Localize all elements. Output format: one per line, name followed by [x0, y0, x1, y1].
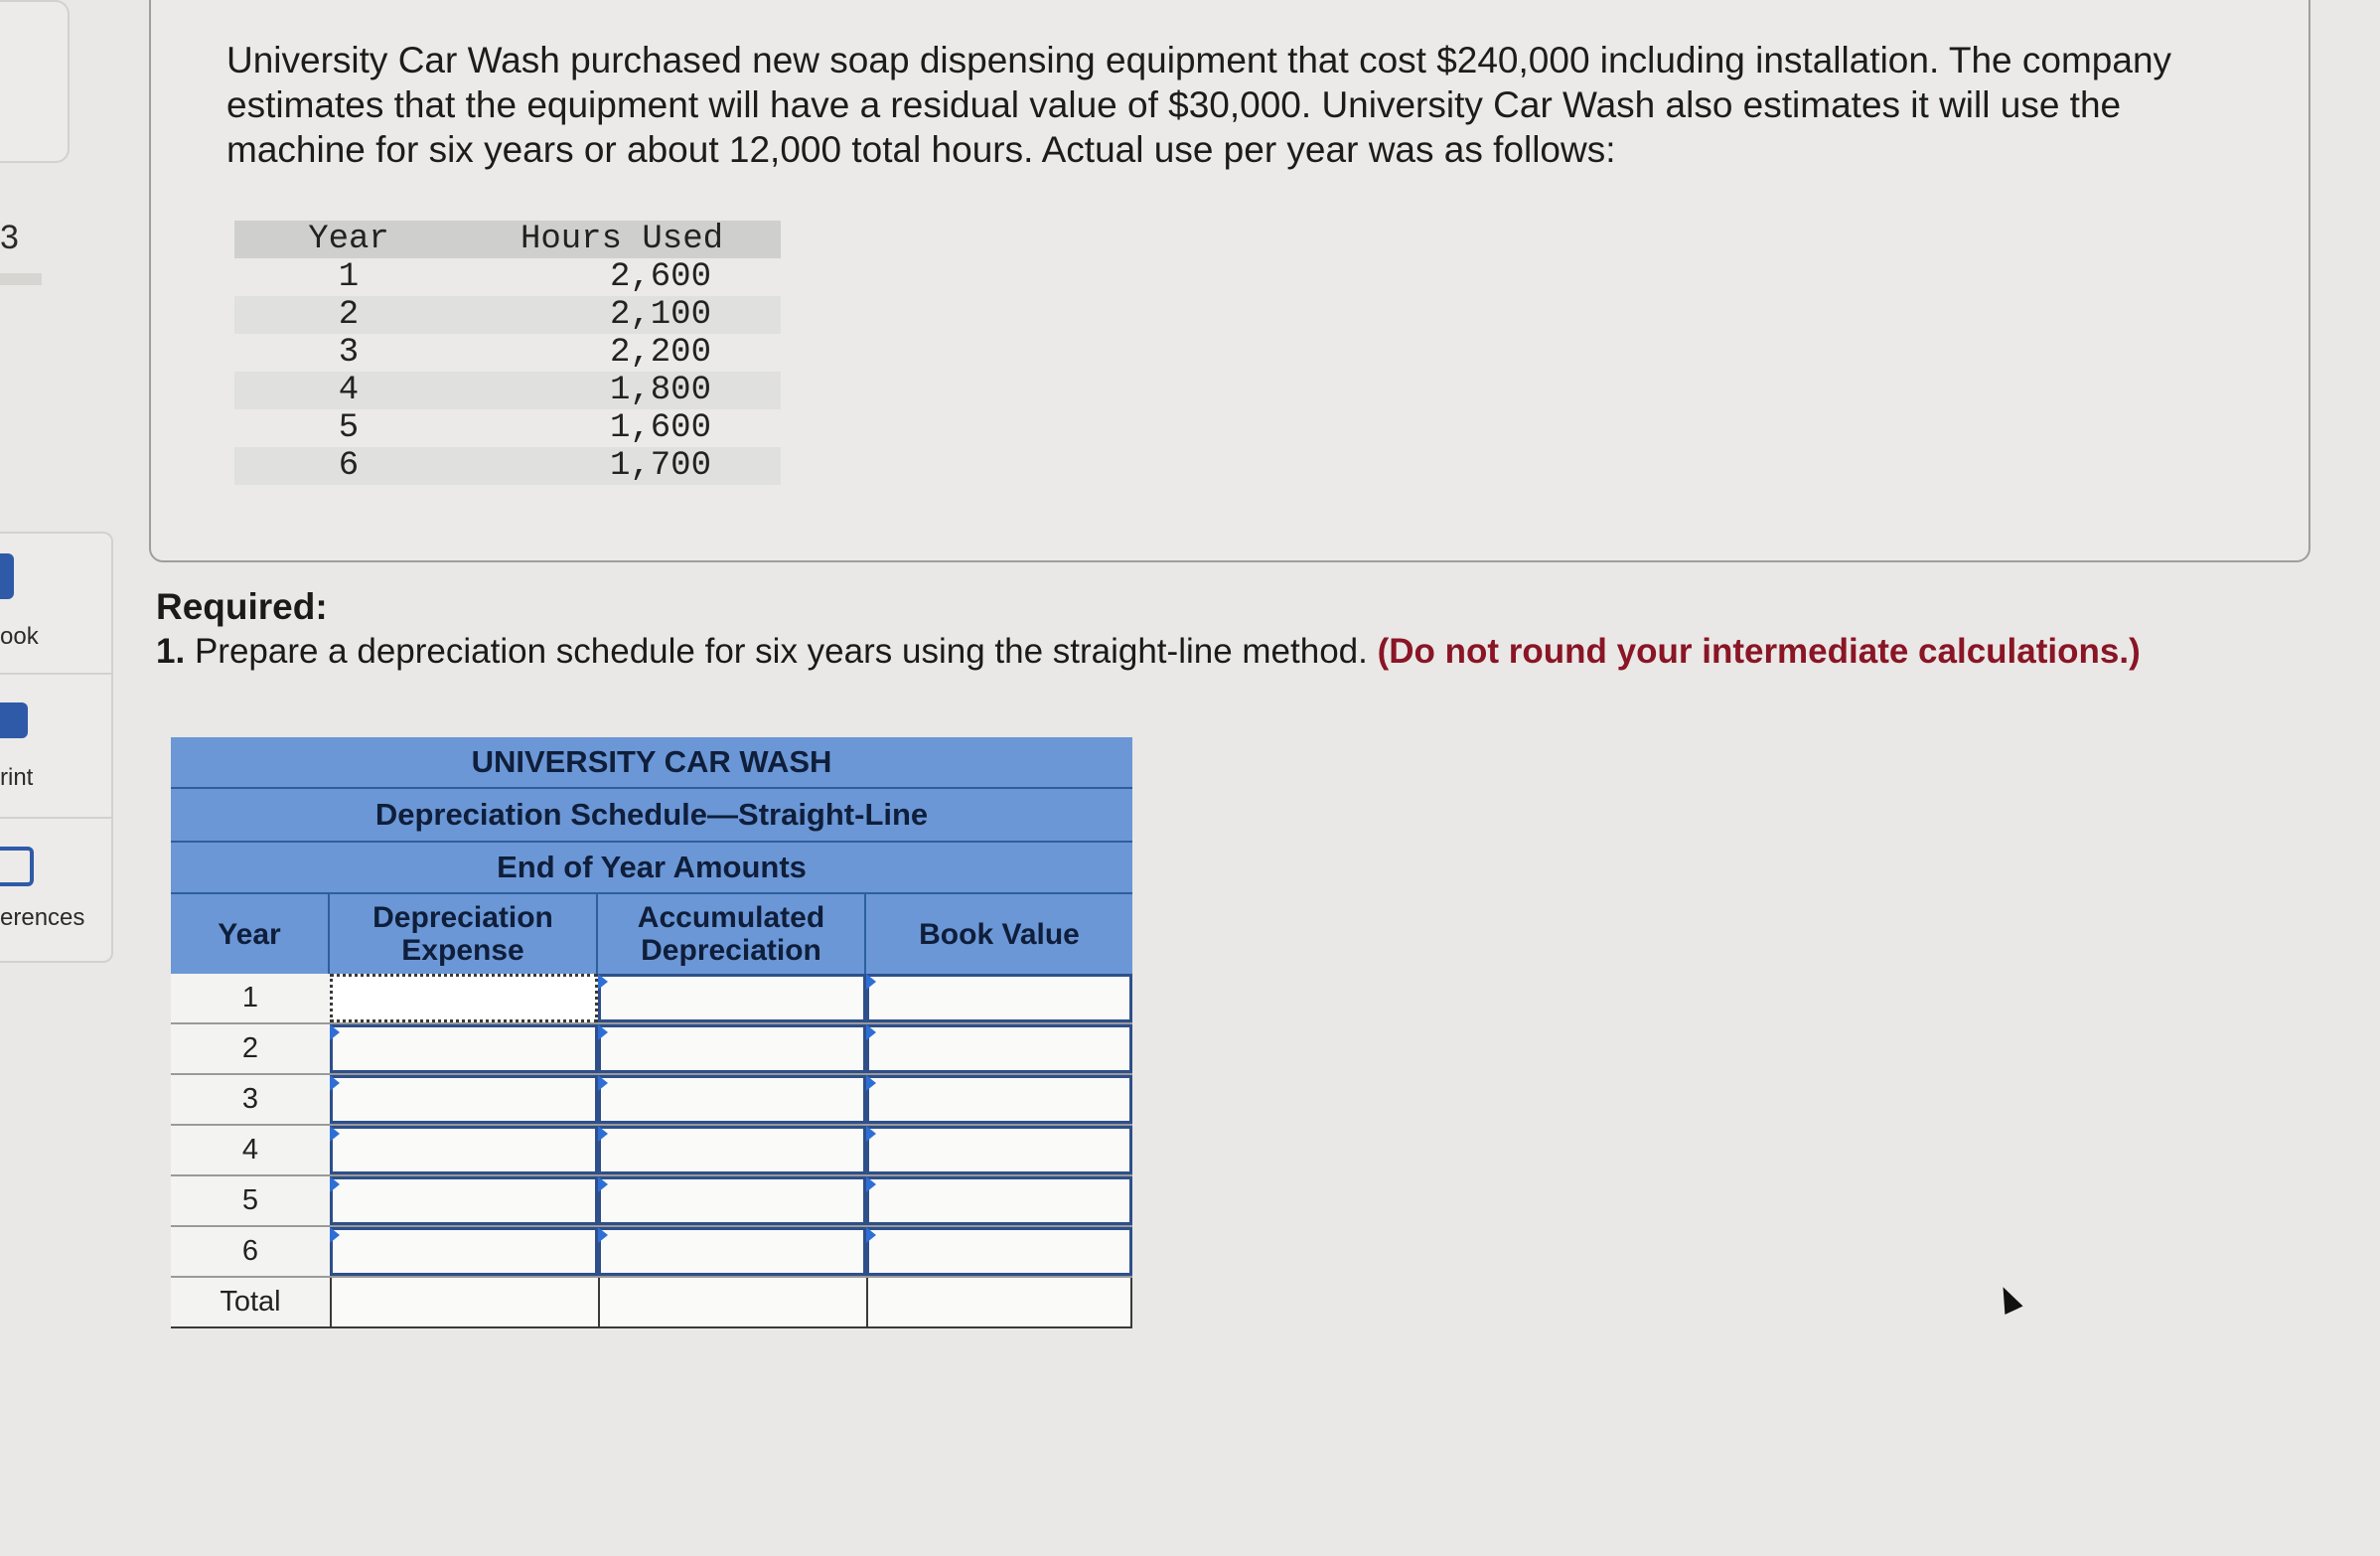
total-book-value [866, 1278, 1132, 1326]
column-header-year: Year [171, 894, 330, 974]
question-indicator [0, 273, 42, 285]
sidebar-item-label: ook [0, 623, 39, 650]
total-depreciation-expense [330, 1278, 598, 1326]
mouse-cursor-icon [1994, 1283, 2022, 1315]
year-cell: 4 [241, 1134, 259, 1166]
problem-text: University Car Wash purchased new soap dispensing equipment that cost $240,000 including installation. The company estimates that the equipment will have a residual value of $30,000. University Car Wash also estimates it will use the machine for six years or about 12,000 total hours. Actual use per year was as follows: [226, 40, 2172, 170]
schedule-column-headers [171, 894, 1132, 974]
required-item-number: 1. [156, 632, 186, 671]
hours-cell: 1,600 [609, 409, 711, 447]
sidebar-item-label: rint [0, 764, 34, 791]
column-header-accumulated-depreciation: Accumulated Depreciation [598, 894, 866, 974]
sidebar-divider [0, 817, 111, 819]
depreciation-expense-input-year-2[interactable] [330, 1024, 598, 1073]
sidebar-divider [0, 673, 111, 675]
table-row [171, 1227, 1132, 1278]
schedule-title: Depreciation Schedule—Straight-Line [171, 789, 1132, 843]
year-cell: 6 [241, 1235, 259, 1267]
left-sidebar [0, 0, 111, 959]
hours-cell: 2,600 [609, 258, 711, 296]
book-value-input-year-3[interactable] [866, 1075, 1132, 1124]
year-cell: 5 [241, 1184, 259, 1216]
table-row [234, 296, 781, 334]
book-value-input-year-5[interactable] [866, 1176, 1132, 1225]
table-row [171, 1024, 1132, 1075]
total-label: Total [220, 1286, 281, 1318]
year-cell: 1 [338, 258, 360, 296]
hours-cell: 2,200 [609, 334, 711, 372]
depreciation-expense-input-year-4[interactable] [330, 1126, 598, 1174]
schedule-subtitle: End of Year Amounts [171, 843, 1132, 894]
year-cell: 2 [234, 296, 463, 334]
accumulated-depreciation-input-year-2[interactable] [598, 1024, 866, 1073]
sidebar-tools [0, 532, 113, 963]
column-header-depreciation-expense: Depreciation Expense [330, 894, 598, 974]
references-icon [0, 847, 34, 886]
book-value-input-year-2[interactable] [866, 1024, 1132, 1073]
accumulated-depreciation-input-year-5[interactable] [598, 1176, 866, 1225]
depreciation-expense-input-year-6[interactable] [330, 1227, 598, 1276]
hours-used-table [234, 221, 781, 485]
hours-cell: 2,100 [463, 296, 781, 334]
table-row [234, 372, 781, 409]
year-cell: 6 [234, 447, 463, 485]
depreciation-expense-input-year-3[interactable] [330, 1075, 598, 1124]
book-value-input-year-1[interactable] [866, 974, 1132, 1022]
table-row [234, 409, 781, 447]
column-header-book-value: Book Value [866, 894, 1132, 974]
schedule-company-name: UNIVERSITY CAR WASH [171, 737, 1132, 789]
table-row [171, 974, 1132, 1024]
depreciation-schedule [171, 737, 1132, 1320]
sidebar-item-label: erences [0, 904, 85, 931]
required-item-text: Prepare a depreciation schedule for six years using the straight-line method. [194, 632, 1368, 671]
book-value-input-year-6[interactable] [866, 1227, 1132, 1276]
table-row [234, 334, 781, 372]
table-row [234, 258, 781, 296]
required-item [156, 632, 2141, 672]
year-cell: 2 [241, 1032, 259, 1064]
depreciation-expense-input-year-1[interactable] [330, 974, 598, 1022]
book-value-input-year-4[interactable] [866, 1126, 1132, 1174]
required-heading: Required: [156, 586, 328, 627]
table-row [234, 447, 781, 485]
year-cell: 3 [338, 334, 360, 372]
year-cell: 1 [241, 982, 259, 1013]
sidebar-top-panel [0, 0, 70, 163]
accumulated-depreciation-input-year-1[interactable] [598, 974, 866, 1022]
table-row [171, 1075, 1132, 1126]
accumulated-depreciation-input-year-4[interactable] [598, 1126, 866, 1174]
accumulated-depreciation-input-year-6[interactable] [598, 1227, 866, 1276]
table-row [171, 1126, 1132, 1176]
hours-cell: 1,700 [463, 447, 781, 485]
required-item-note: (Do not round your intermediate calculations.) [1377, 632, 2141, 671]
year-cell: 5 [338, 409, 360, 447]
print-icon [0, 702, 28, 738]
accumulated-depreciation-input-year-3[interactable] [598, 1075, 866, 1124]
depreciation-expense-input-year-5[interactable] [330, 1176, 598, 1225]
year-cell: 3 [241, 1083, 259, 1115]
year-cell: 4 [234, 372, 463, 409]
table-row [171, 1176, 1132, 1227]
total-row [171, 1278, 1132, 1328]
total-accumulated-depreciation [598, 1278, 866, 1326]
column-header-year: Year [234, 221, 463, 258]
question-number[interactable]: 3 [0, 219, 19, 256]
hours-cell: 1,800 [463, 372, 781, 409]
book-icon [0, 553, 14, 599]
column-header-hours-used: Hours Used [463, 221, 781, 258]
